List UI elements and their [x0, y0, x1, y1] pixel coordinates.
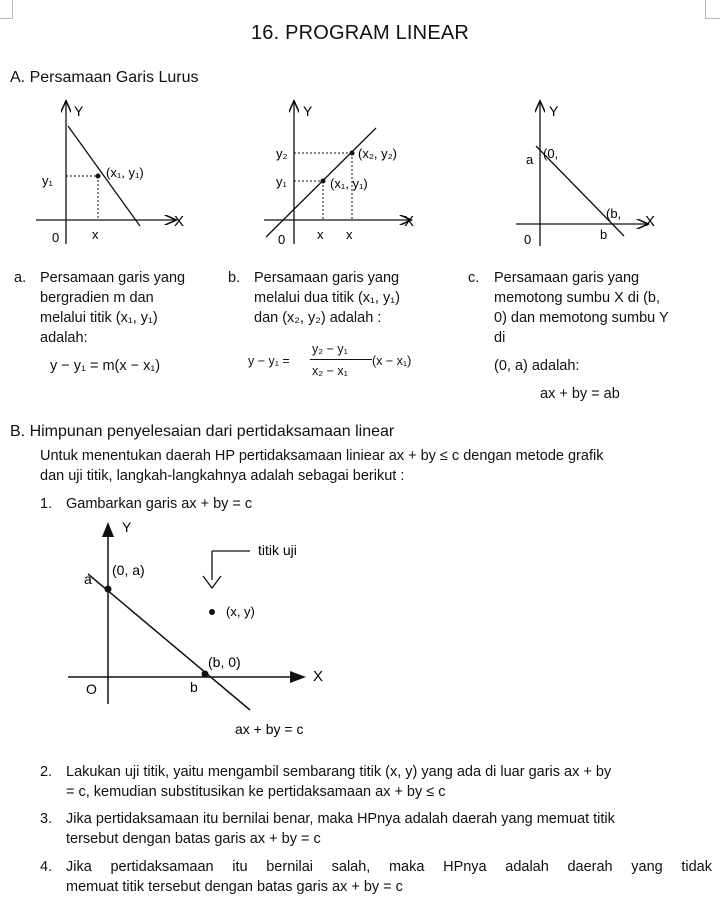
step-line: Lakukan uji titik, yaitu mengambil sembarang titik (x, y) yang ada di luar garis ax + by — [66, 764, 612, 780]
formula-b-left: y − y₁ = — [248, 354, 290, 368]
item-a-line: Persamaan garis yang — [40, 270, 186, 286]
y-axis-label: Y — [549, 103, 559, 119]
x2-label: x — [346, 227, 353, 242]
step-3-text — [66, 809, 712, 849]
b-label: b — [600, 227, 608, 242]
step-3-number: 3. — [40, 811, 53, 827]
corner-mark-right — [705, 0, 720, 19]
a-label: a — [526, 152, 534, 167]
graph-test-point — [60, 514, 340, 744]
formula-a: y − y₁ = m(x − x₁) — [50, 358, 161, 374]
b-label: b — [190, 679, 198, 695]
y-axis-label: Y — [122, 519, 132, 535]
item-a-line: adalah: — [40, 330, 88, 346]
x-axis-label: X — [174, 213, 185, 230]
graph-gradient-line — [28, 96, 198, 256]
point1-label: (x₁, y₁) — [330, 176, 368, 191]
origin-label: 0 — [52, 230, 60, 245]
item-a-line: melalui titik (x₁, y₁) — [40, 310, 158, 326]
test-point — [209, 609, 215, 615]
step-1-text: Gambarkan garis ax + by = c — [66, 496, 253, 512]
formula-b-denominator: x₂ − x₁ — [312, 364, 348, 378]
corner-mark-left — [0, 0, 13, 19]
item-c-line: Persamaan garis yang — [494, 270, 640, 286]
step-line: tersebut dengan batas garis ax + by = c — [66, 831, 321, 847]
section-a-heading: A. Persamaan Garis Lurus — [10, 69, 199, 86]
a-label: a — [84, 571, 92, 587]
point2-label: (x₂, y₂) — [358, 146, 397, 161]
step-line: = c, kemudian substitusikan ke pertidaksamaan ax + by ≤ c — [66, 784, 446, 800]
y1-label: y₁ — [42, 173, 53, 188]
point-b-0 — [202, 671, 209, 678]
item-c-line: di — [494, 330, 506, 346]
section-b-heading: B. Himpunan penyelesaian dari pertidaksamaan linear — [10, 423, 395, 440]
origin-label: O — [86, 681, 97, 697]
item-b-line: Persamaan garis yang — [254, 270, 400, 286]
x-axis-label: X — [645, 213, 656, 230]
point-label: (x₁, y₁) — [106, 165, 144, 180]
point-0-a-label: (0, a) — [112, 562, 145, 578]
item-a-marker: a. — [14, 270, 27, 286]
item-c-line: 0) dan memotong sumbu Y — [494, 310, 669, 326]
formula-b-right: (x − x₁) — [372, 354, 412, 368]
intro-line: dan uji titik, langkah-langkahnya adalah sebagai berikut : — [40, 468, 405, 484]
point-x1-y1 — [321, 179, 326, 184]
origin-label: 0 — [524, 232, 532, 247]
y2-label: y₂ — [276, 146, 288, 161]
graph-intercepts-line — [510, 96, 670, 256]
point-b-0-label: (b, 0) — [208, 654, 241, 670]
step-line: Jika pertidaksamaan itu bernilai benar, maka HPnya adalah daerah yang memuat titik — [66, 811, 615, 827]
y-axis-label: Y — [74, 103, 84, 119]
line-ax-by-c — [88, 574, 250, 710]
step-line: memuat titik tersebut dengan batas garis ax + by = c — [66, 879, 403, 895]
x-axis-label: X — [404, 213, 415, 230]
graph-two-points-line — [258, 96, 428, 256]
point-x2-y2 — [350, 151, 355, 156]
line-equation-label: ax + by = c — [235, 721, 304, 737]
item-c-marker: c. — [468, 270, 480, 286]
test-point-title: titik uji — [258, 542, 297, 558]
step-1-number: 1. — [40, 496, 53, 512]
intro-line: Untuk menentukan daerah HP pertidaksamaan liniear ax + by ≤ c dengan metode grafik — [40, 448, 604, 464]
step-4-number: 4. — [40, 859, 53, 875]
point-b-label: (b, — [606, 206, 622, 221]
step-4-text — [66, 857, 712, 897]
item-a-line: bergradien m dan — [40, 290, 154, 306]
item-c-line: memotong sumbu X di (b, — [494, 290, 661, 306]
step-2-number: 2. — [40, 764, 53, 780]
section-b-intro — [40, 446, 710, 486]
x1-label: x — [317, 227, 324, 242]
origin-label: 0 — [278, 232, 286, 247]
test-point-label: (x, y) — [226, 604, 255, 619]
point-x1-y1 — [96, 174, 101, 179]
formula-c: ax + by = ab — [540, 386, 620, 402]
point-0-a — [105, 586, 112, 593]
y1-label: y₁ — [276, 174, 287, 189]
y-axis-label: Y — [303, 103, 313, 119]
x-axis-label: X — [313, 668, 324, 685]
item-b-line: dan (x₂, y₂) adalah : — [254, 310, 382, 326]
step-2-text — [66, 762, 712, 802]
formula-b-numerator: y₂ − y₁ — [312, 342, 348, 356]
step-line: Jika pertidaksamaan itu bernilai salah, maka HPnya adalah daerah yang tidak — [66, 859, 712, 875]
item-c-line: (0, a) adalah: — [494, 358, 580, 374]
item-b-line: melalui dua titik (x₁, y₁) — [254, 290, 400, 306]
item-b-marker: b. — [228, 270, 241, 286]
x1-label: x — [92, 227, 99, 242]
point-a-label: (0, — [543, 146, 559, 161]
page-title: 16. PROGRAM LINEAR — [250, 22, 470, 44]
